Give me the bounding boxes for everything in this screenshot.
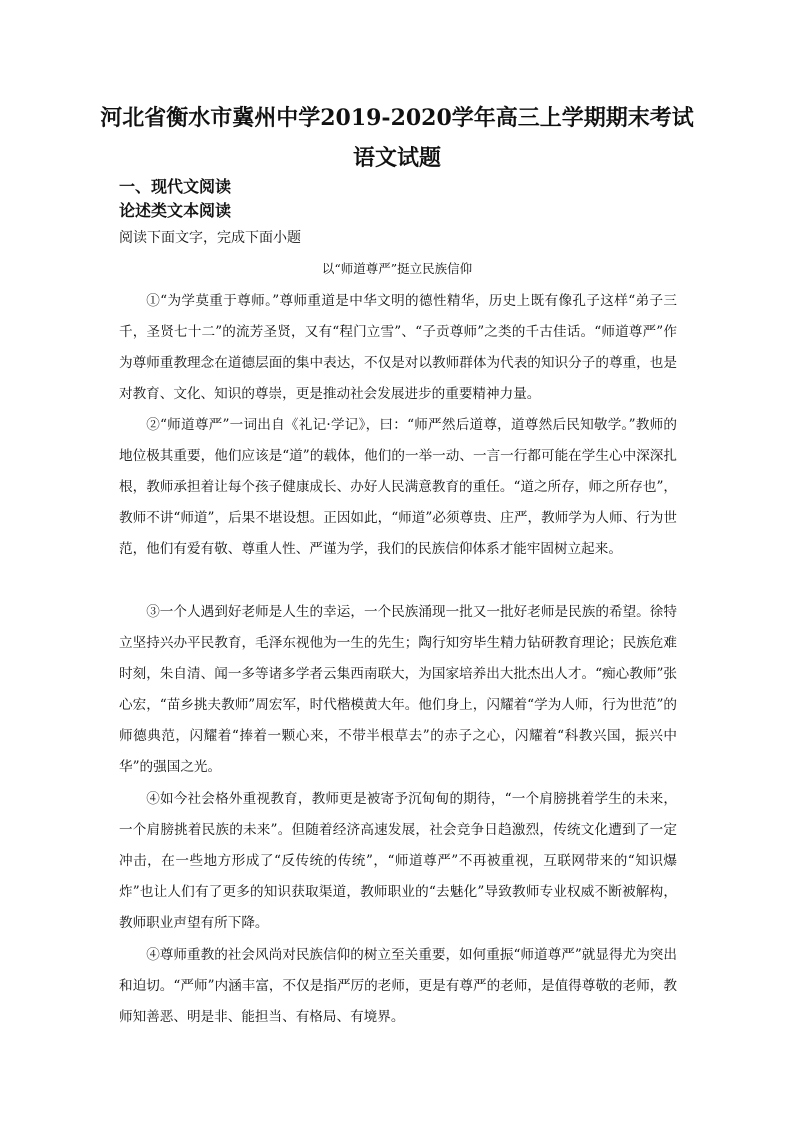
section-heading-modern-reading: 一、现代文阅读 [119, 177, 232, 196]
document-title: 河北省衡水市冀州中学2019-2020学年高三上学期期末考试 [100, 105, 694, 131]
article-paragraph-3: ③一个人遇到好老师是人生的幸运，一个民族涌现一批又一批好老师是民族的希望。徐特立坚持兴办平民教育，毛泽东视他为一生的先生；陶行知穷毕生精力钻研教育理论；民族危难时刻，朱自清、闻一多等诸多学者云集西南联大，为国家培养出大批杰出人才。“痴心教师”张心宏，“苗乡挑夫教师”周宏军，时代楷模黄大年。他们身上，闪耀着“学为人师，行为世范”的师德典范，闪耀着“捧着一颗心来，不带半根草去”的赤子之心，闪耀着“科教兴国，振兴中华”的强国之光。 [119, 604, 677, 775]
article-paragraph-5: ④尊师重教的社会风尚对民族信仰的树立至关重要，如何重振“师道尊严”就显得尤为突出和迫切。“严师”内涵丰富，不仅是指严厉的老师，更是有尊严的老师，是值得尊敬的老师，教师知善恶、明是非、能担当、有格局、有境界。 [119, 947, 677, 1025]
document-subtitle: 语文试题 [352, 145, 441, 171]
reading-instruction: 阅读下面文字，完成下面小题 [119, 230, 301, 246]
article-paragraph-4: ④如今社会格外重视教育，教师更是被寄予沉甸甸的期待，“一个肩膀挑着学生的未来，一个肩膀挑着民族的未来”。但随着经济高速发展，社会竞争日趋激烈，传统文化遭到了一定冲击，在一些地方形成了“反传统的传统”，“师道尊严”不再被重视，互联网带来的“知识爆炸”也让人们有了更多的知识获取渠道，教师职业的“去魅化”导致教师专业权威不断被解构，教师职业声望有所下降。 [119, 791, 677, 931]
article-paragraph-2: ②“师道尊严”一词出自《礼记·学记》，曰：“师严然后道尊，道尊然后民知敬学。”教师的地位极其重要，他们应该是“道”的载体，他们的一举一动、一言一行都可能在学生心中深深扎根，教师承担着让每个孩子健康成长、办好人民满意教育的重任。“道之所存，师之所存也”，教师不讲“师道”，后果不堪设想。正因如此，“师道”必须尊贵、庄严，教师学为人师、行为世范，他们有爱有敬、尊重人性、严谨为学，我们的民族信仰体系才能牢固树立起来。 [119, 417, 677, 557]
article-title: 以“师道尊严”挺立民族信仰 [321, 261, 473, 276]
article-paragraph-1: ①“为学莫重于尊师。”尊师重道是中华文明的德性精华，历史上既有像孔子这样“弟子三千，圣贤七十二”的流芳圣贤，又有“程门立雪”、“子贡尊师”之类的千古佳话。“师道尊严”作为尊师重教理念在道德层面的集中表达，不仅是对以教师群体为代表的知识分子的尊重，也是对教育、文化、知识的尊崇，更是推动社会发展进步的重要精神力量。 [119, 293, 677, 402]
section-heading-argumentative-text: 论述类文本阅读 [119, 201, 232, 220]
